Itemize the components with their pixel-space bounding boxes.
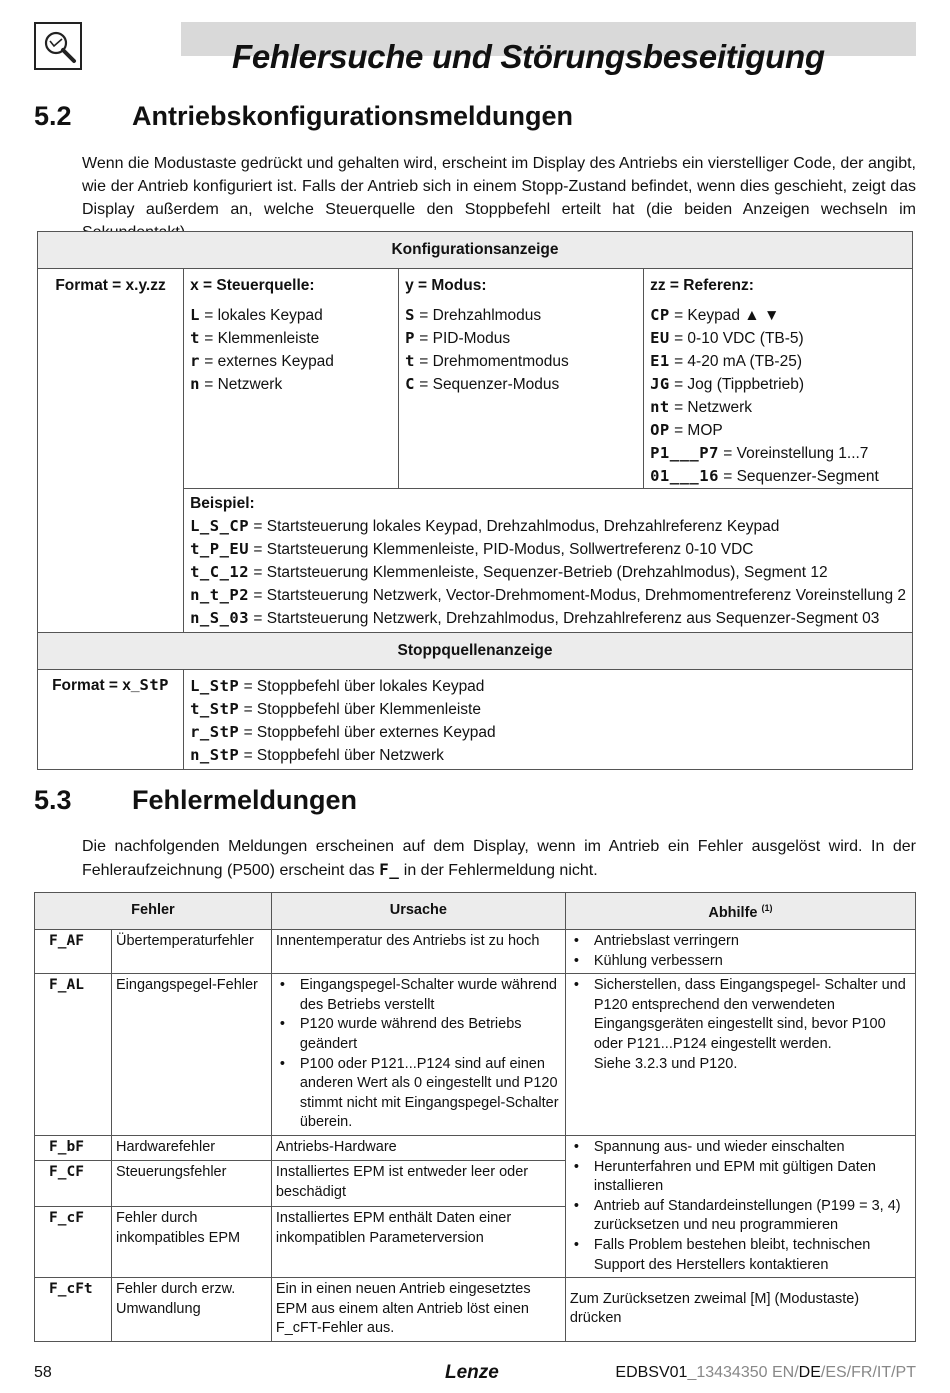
list-item: S = Drehzahlmodus — [405, 306, 542, 324]
example-list — [190, 515, 906, 630]
display-code: 01___16 — [650, 467, 719, 485]
list-item: OP = MOP — [650, 421, 723, 439]
section-heading-5-2 — [34, 101, 573, 132]
section-heading-5-3 — [34, 785, 357, 816]
fault-code: F_cFt — [35, 1278, 112, 1342]
mode-list — [405, 304, 637, 396]
display-code: EU — [650, 329, 670, 347]
cause-column-header: Ursache — [271, 893, 565, 930]
fix-column-header: Abhilfe $^{(1)}$ — [565, 893, 915, 930]
page-number: 58 — [34, 1364, 52, 1381]
fault-cause — [271, 974, 565, 1136]
mode-column — [399, 269, 644, 489]
config-table — [37, 231, 913, 770]
source-column-header: x = Steuerquelle: — [190, 277, 315, 294]
magnifier-icon — [34, 22, 82, 70]
example-header: Beispiel: — [190, 495, 255, 512]
display-code: r — [190, 352, 200, 370]
config-format-label: Format = x.y.zz — [38, 269, 184, 633]
list-item: EU = 0-10 VDC (TB-5) — [650, 329, 804, 347]
fault-name: Steuerungsfehler — [112, 1161, 272, 1207]
list-item: • Spannung aus- und wieder einschalten — [570, 1138, 911, 1158]
list-item: t = Drehmomentmodus — [405, 352, 569, 370]
list-item: P1___P7 = Voreinstellung 1...7 — [650, 444, 869, 462]
display-code: OP — [650, 421, 670, 439]
fault-code: F_cF — [35, 1207, 112, 1278]
list-item: t_P_EU = Startsteuerung Klemmenleiste, PID-Modus, Sollwertreferenz 0-10 VDC — [190, 540, 754, 558]
list-item: • Falls Problem bestehen bleibt, technischen Support des Herstellers kontaktieren — [570, 1236, 911, 1275]
document-id: EDBSV01_13434350 EN/DE/ES/FR/IT/PT — [615, 1364, 916, 1381]
fault-name: Übertemperaturfehler — [112, 930, 272, 974]
display-code: L_StP — [190, 677, 240, 695]
fault-name: Fehler durch inkompatibles EPM — [112, 1207, 272, 1278]
display-code: P — [405, 329, 415, 347]
stop-cell — [184, 670, 913, 770]
list-item: nt = Netzwerk — [650, 398, 753, 416]
list-item: • Antriebslast verringern — [570, 932, 911, 952]
display-code: P1___P7 — [650, 444, 719, 462]
footnote-marker: (1) — [761, 902, 773, 913]
display-code: t — [190, 329, 200, 347]
list-item: • Kühlung verbessern — [570, 952, 911, 972]
display-code: n_S_03 — [190, 609, 250, 627]
table-row — [35, 974, 916, 1136]
bullet-list — [570, 976, 911, 1074]
section-title: Fehlermeldungen — [132, 785, 358, 815]
list-item: • Sicherstellen, dass Eingangspegel- Schalter und P120 entsprechend den verwendeten Eingangsgeräten eingestellt sind, bevor P100 oder P121...P124 eingestellt werden. Siehe 3.2.3 und P120. — [570, 976, 911, 1074]
list-item: L_StP = Stoppbefehl über lokales Keypad — [190, 677, 485, 695]
list-item: • Eingangspegel-Schalter wurde während des Betriebs verstellt — [276, 976, 561, 1015]
list-item: • P100 oder P121...P124 sind auf einen anderen Wert als 0 eingestellt und P120 stimmt nicht mit Eingangspegel-Schalter überein. — [276, 1055, 561, 1133]
fault-cause: Installiertes EPM ist entweder leer oder beschädigt — [271, 1161, 565, 1207]
section-intro-5-3: Die nachfolgenden Meldungen erscheinen auf dem Display, wenn im Antrieb ein Fehler ausgelöst wird. In der Fehleraufzeichnung (P500) erscheint das F_ in der Fehlermeldung nicht. — [82, 838, 916, 879]
table-row — [35, 1278, 916, 1342]
fault-code: F_CF — [35, 1161, 112, 1207]
fault-cause: Installiertes EPM enthält Daten einer inkompatiblen Parameterversion — [271, 1207, 565, 1278]
list-item: CP = Keypad ▲ ▼ — [650, 306, 780, 324]
display-code: nt — [650, 398, 670, 416]
display-code: n_StP — [190, 746, 240, 764]
reference-column — [644, 269, 913, 489]
fault-code: F_bF — [35, 1135, 112, 1160]
table-row — [35, 930, 916, 974]
fault-code: F_AL — [35, 974, 112, 1136]
fault-cause: Antriebs-Hardware — [271, 1135, 565, 1160]
bullet-list — [570, 1138, 911, 1275]
list-item: t = Klemmenleiste — [190, 329, 320, 347]
stop-format-label: Format = x_StP — [38, 670, 184, 770]
display-code: t — [405, 352, 415, 370]
stop-list — [190, 675, 906, 767]
fault-cause: Innentemperatur des Antriebs ist zu hoch — [271, 930, 565, 974]
display-code: t_P_EU — [190, 540, 250, 558]
source-list — [190, 304, 392, 396]
fault-name: Hardwarefehler — [112, 1135, 272, 1160]
table-row — [35, 1135, 916, 1160]
display-code: JG — [650, 375, 670, 393]
fault-cause: Ein in einen neuen Antrieb eingesetztes EPM aus einem alten Antrieb löst einen F_cFT-Fehler aus. — [271, 1278, 565, 1342]
section-title: Antriebskonfigurationsmeldungen — [132, 101, 574, 131]
display-code: CP — [650, 306, 670, 324]
section-number: 5.3 — [34, 785, 72, 815]
display-code: L_S_CP — [190, 517, 250, 535]
list-item: C = Sequenzer-Modus — [405, 375, 560, 393]
stop-table-header: Stoppquellenanzeige — [38, 633, 913, 670]
list-item: P = PID-Modus — [405, 329, 511, 347]
list-item: 01___16 = Sequenzer-Segment — [650, 467, 879, 485]
list-item: • P120 wurde während des Betriebs geändert — [276, 1015, 561, 1054]
mode-column-header: y = Modus: — [405, 277, 487, 294]
list-item: n_t_P2 = Startsteuerung Netzwerk, Vector-Drehmoment-Modus, Drehmomentreferenz Voreinstellung 2 — [190, 586, 906, 604]
list-item: r = externes Keypad — [190, 352, 334, 370]
display-code: r_StP — [190, 723, 240, 741]
section-number: 5.2 — [34, 101, 72, 131]
stop-format-code: StP — [139, 676, 170, 694]
page-title: Fehlersuche und Störungsbeseitigung — [232, 38, 825, 75]
list-item: • Antrieb auf Standardeinstellungen (P199 = 3, 4) zurücksetzen und neu programmieren — [570, 1197, 911, 1236]
fault-table — [34, 892, 916, 1342]
display-code: E1 — [650, 352, 670, 370]
list-item: L_S_CP = Startsteuerung lokales Keypad, Drehzahlmodus, Drehzahlreferenz Keypad — [190, 517, 780, 535]
fault-column-header: Fehler — [35, 893, 272, 930]
list-item: n_S_03 = Startsteuerung Netzwerk, Drehzahlmodus, Drehzahlreferenz aus Sequenzer-Segment 03 — [190, 609, 880, 627]
list-item: JG = Jog (Tippbetrieb) — [650, 375, 805, 393]
list-item: t_C_12 = Startsteuerung Klemmenleiste, Sequenzer-Betrieb (Drehzahlmodus), Segment 12 — [190, 563, 828, 581]
section-intro-5-2: Wenn die Modustaste gedrückt und gehalten wird, erscheint im Display des Antriebs ein vierstelliger Code, der angibt, wie der Antrieb konfiguriert ist. Falls der Antrieb sich in einem Stopp-Zustand befindet, wenn dies geschieht, zeigt das Display außerdem an, welche Steuerquelle den Stoppbefehl erteilt hat (die beiden Anzeigen wechseln im — [82, 155, 916, 218]
config-table-header: Konfigurationsanzeige — [38, 232, 913, 269]
list-item: • Herunterfahren und EPM mit gültigen Daten installieren — [570, 1158, 911, 1197]
display-code: n — [190, 375, 200, 393]
list-item: n_StP = Stoppbefehl über Netzwerk — [190, 746, 444, 764]
display-code: t_C_12 — [190, 563, 250, 581]
fault-prefix-code: F_ — [379, 860, 400, 879]
brand-logo: Lenze — [445, 1362, 499, 1383]
fault-code: F_AF — [35, 930, 112, 974]
example-cell — [184, 489, 913, 633]
reference-list — [650, 304, 906, 488]
source-column — [184, 269, 399, 489]
list-item: E1 = 4-20 mA (TB-25) — [650, 352, 802, 370]
list-item: n = Netzwerk — [190, 375, 283, 393]
display-code: n_t_P2 — [190, 586, 250, 604]
reference-column-header: zz = Referenz: — [650, 277, 754, 294]
fault-fix — [565, 974, 915, 1136]
fault-name: Fehler durch erzw. Umwandlung — [112, 1278, 272, 1342]
fault-name: Eingangspegel-Fehler — [112, 974, 272, 1136]
fault-fix — [565, 930, 915, 974]
bullet-list — [570, 932, 911, 971]
display-code: L — [190, 306, 200, 324]
display-code: t_StP — [190, 700, 240, 718]
bullet-list — [276, 976, 561, 1133]
display-code: C — [405, 375, 415, 393]
fault-fix-shared — [565, 1135, 915, 1277]
display-code: S — [405, 306, 415, 324]
list-item: L = lokales Keypad — [190, 306, 323, 324]
list-item: r_StP = Stoppbefehl über externes Keypad — [190, 723, 496, 741]
list-item: t_StP = Stoppbefehl über Klemmenleiste — [190, 700, 481, 718]
fault-fix: Zum Zurücksetzen zweimal [M] (Modustaste) drücken — [565, 1278, 915, 1342]
